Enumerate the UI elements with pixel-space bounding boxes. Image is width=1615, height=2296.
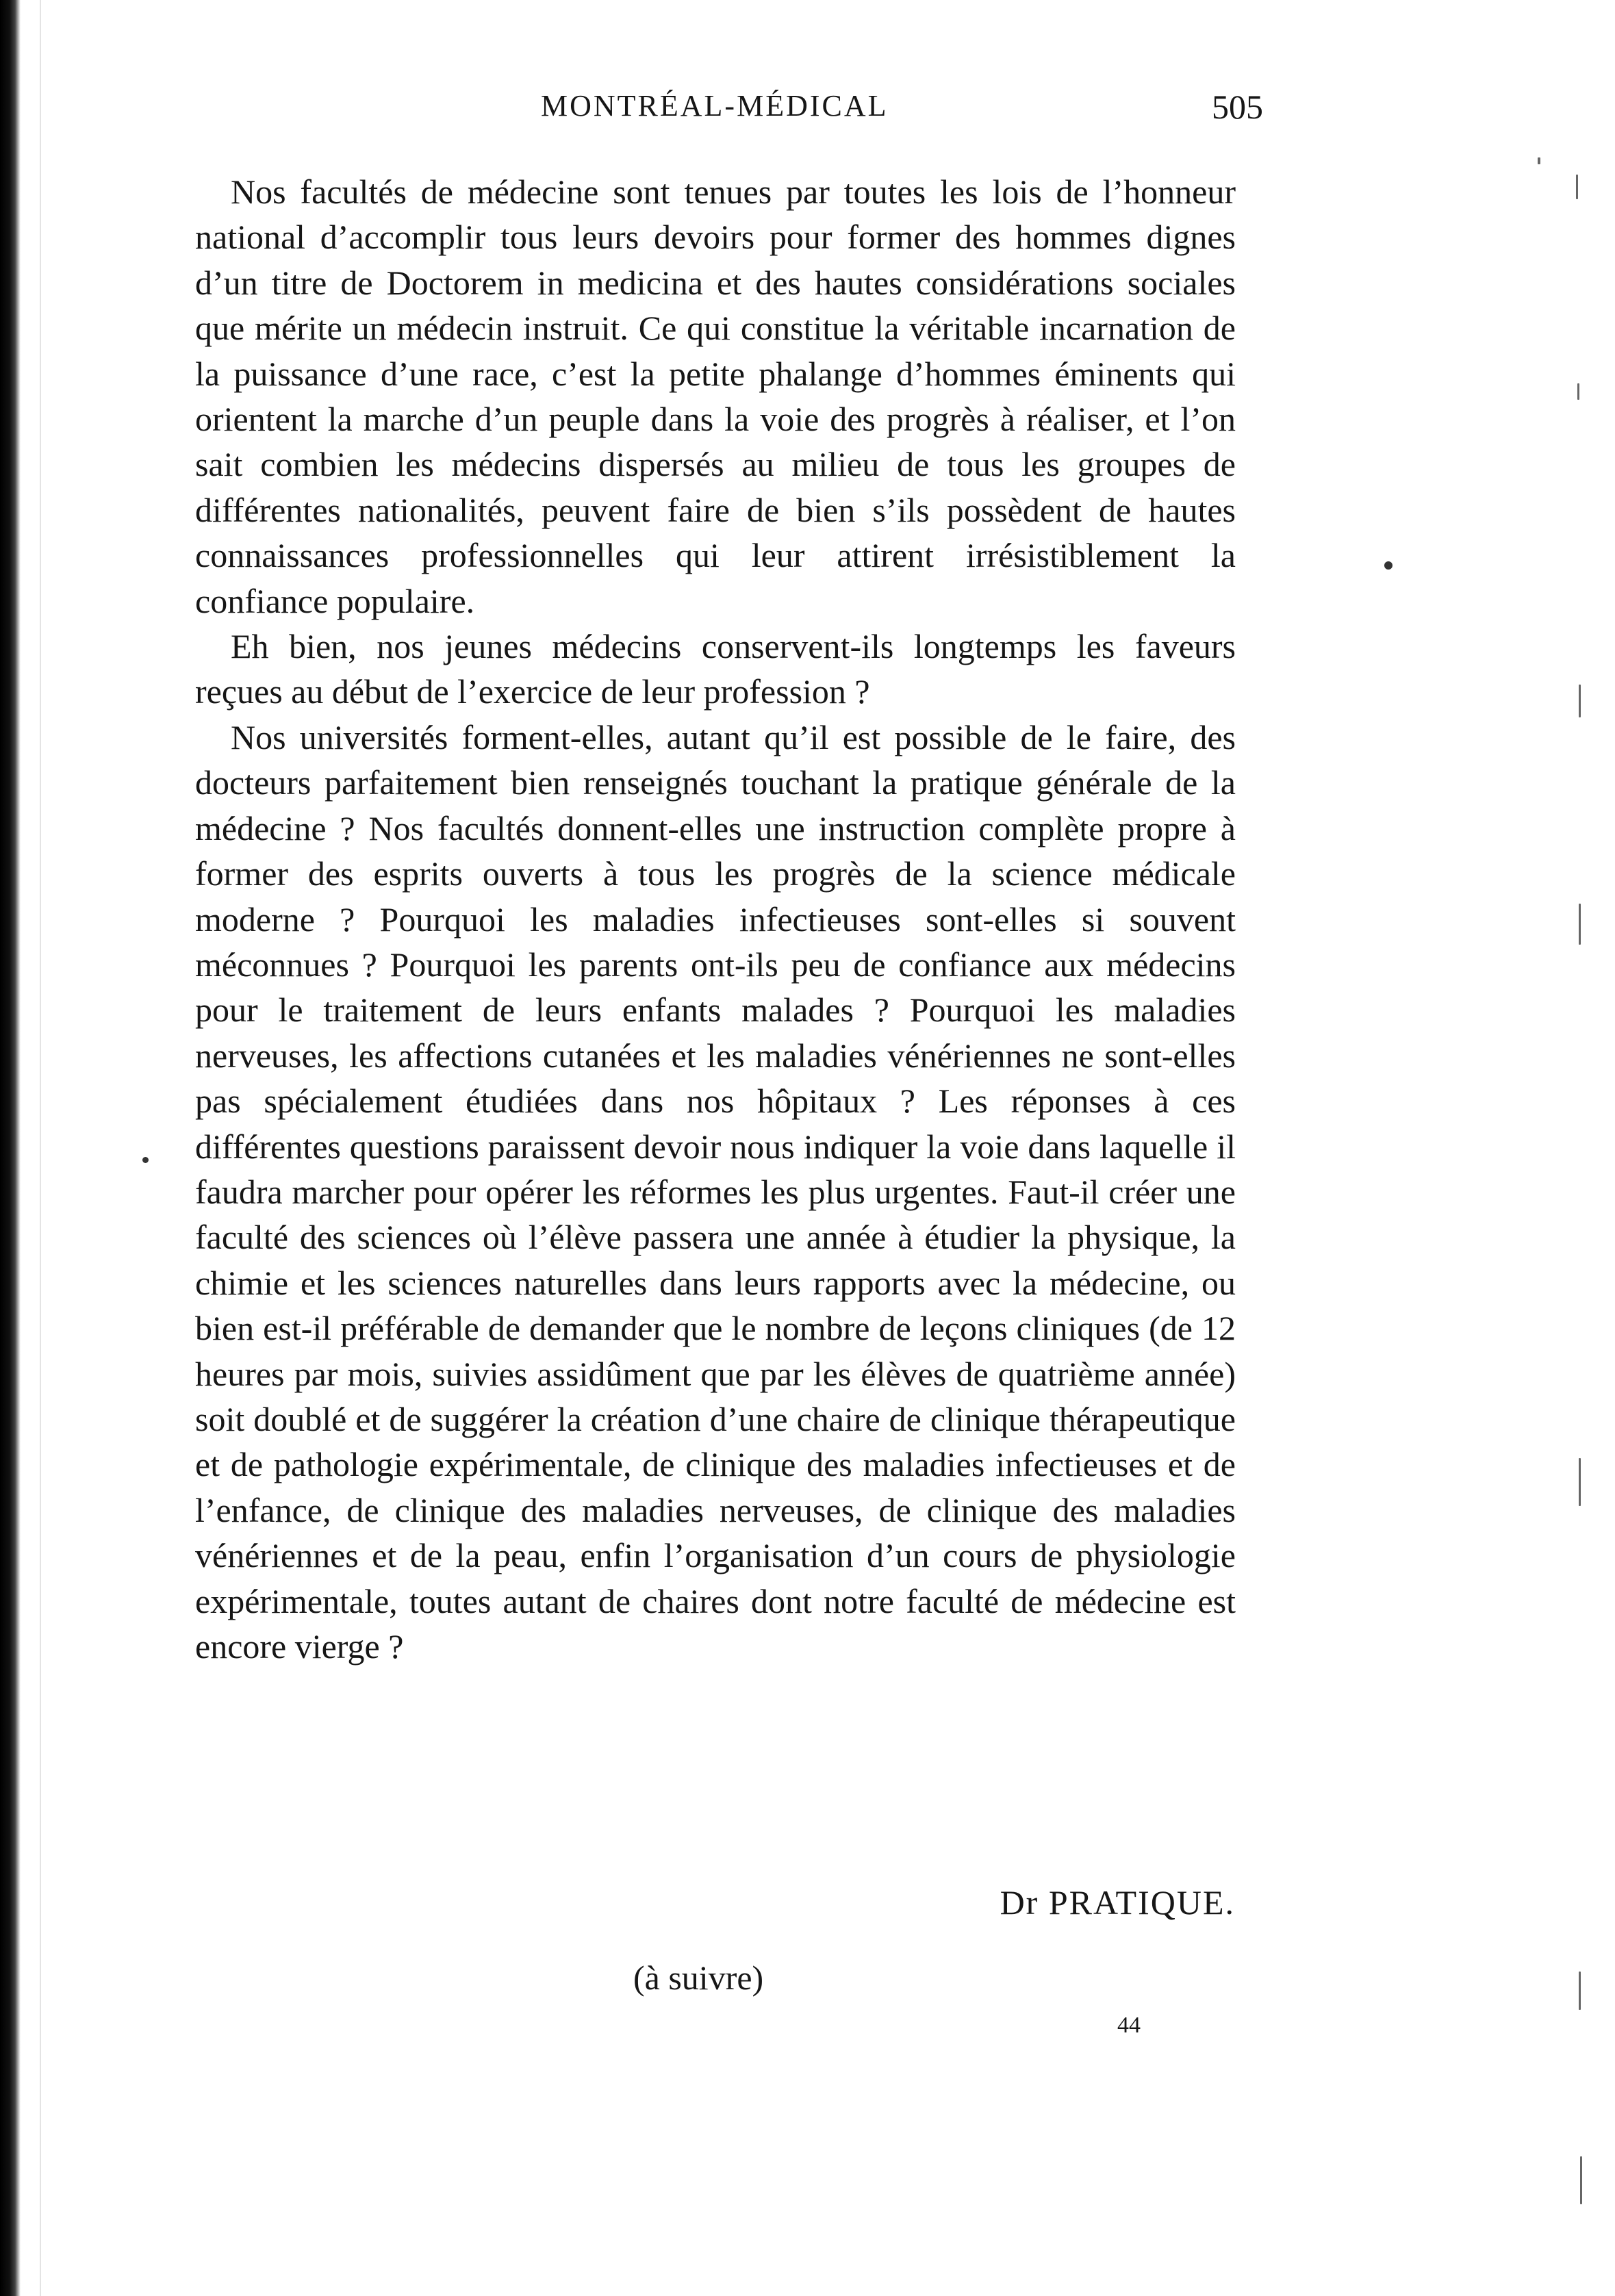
paragraph: Eh bien, nos jeunes médecins conservent-ils longtemps les faveurs reçues au début de l’exercice de leur profession ?	[195, 627, 1236, 711]
page-fold-line	[40, 0, 41, 2296]
running-header	[178, 79, 1263, 133]
journal-title: MONTRÉAL-MÉDICAL	[541, 89, 889, 123]
margin-speck	[1577, 383, 1579, 400]
printer-signature-mark: 44	[1117, 2013, 1141, 2038]
article-body	[195, 169, 1236, 1669]
margin-speck	[142, 1157, 149, 1163]
margin-speck	[1538, 157, 1540, 164]
margin-speck	[1384, 561, 1393, 570]
continued-note: (à suivre)	[633, 1959, 764, 1997]
paragraph: Nos facultés de médecine sont tenues par toutes les lois de l’honneur national d’accomplir tous leurs devoirs pour former des hommes dignes d’un titre de Doctorem in medicina et des hautes considérations sociales que mérite un médecin instruit. Ce qui constitue la véritable incarnation de la puissance d’une race, c’est la petite phalange d’hommes éminents qui orientent la marche d’un peuple dans la voie des progrès à réaliser, et l’on sait combien les médecins dispersés au milieu de tous les groupes de différentes nationalités, peuvent faire de bien s’ils possèdent de hautes connaissances professionnelles qui leur attirent irrésistiblement la confiance populaire.	[195, 173, 1236, 620]
margin-speck	[1579, 1458, 1581, 1506]
author-signature: Dr PRATIQUE.	[1000, 1883, 1235, 1922]
margin-speck	[1580, 2156, 1582, 2204]
page-number: 505	[1212, 88, 1263, 126]
paragraph: Nos universités forment-elles, autant qu’il est possible de le faire, des docteurs parfaitement bien renseignés touchant la pratique générale de la médecine ? Nos facultés donnent-elles une instruction complète propre à former des esprits ouverts à tous les progrès de la science médicale moderne ? Pourquoi les maladies infectieuses sont-elles si souvent méconnues ? Pourquoi les parents ont-ils peu de confiance aux médecins pour le traitement de leurs enfants malades ? Pourquoi les maladies nerveuses, les affections cutanées et les maladies vénériennes ne sont-elles pas spécialement étudiées dans nos hôpitaux ? Les réponses à ces différentes questions paraissent devoir nous indiquer la voie dans laquelle il faudra marcher pour opérer les réformes les plus urgentes. Faut-il créer une faculté des sciences où l’élève passera une année à étudier la physique, la chimie et les sciences naturelles dans leurs rapports avec la médecine, ou bien est-il préférable de demander que le nombre de leçons cliniques (de 12 heures par mois, suivies assidûment que par les élèves de quatrième année) soit doublé et de suggérer la création d’une chaire de clinique thérapeutique et de pathologie expérimentale, de clinique des maladies infectieuses et de l’enfance, de clinique des maladies nerveuses, de clinique des maladies vénériennes et de la peau, enfin l’organisation d’un cours de physiologie expérimentale, toutes autant de chaires dont notre faculté de médecine est encore vierge ?	[195, 717, 1236, 1666]
margin-speck	[1579, 685, 1581, 717]
margin-speck	[1579, 1972, 1581, 2010]
page-binding-edge	[0, 0, 21, 2296]
margin-speck	[1579, 904, 1581, 945]
margin-speck	[1576, 175, 1578, 199]
